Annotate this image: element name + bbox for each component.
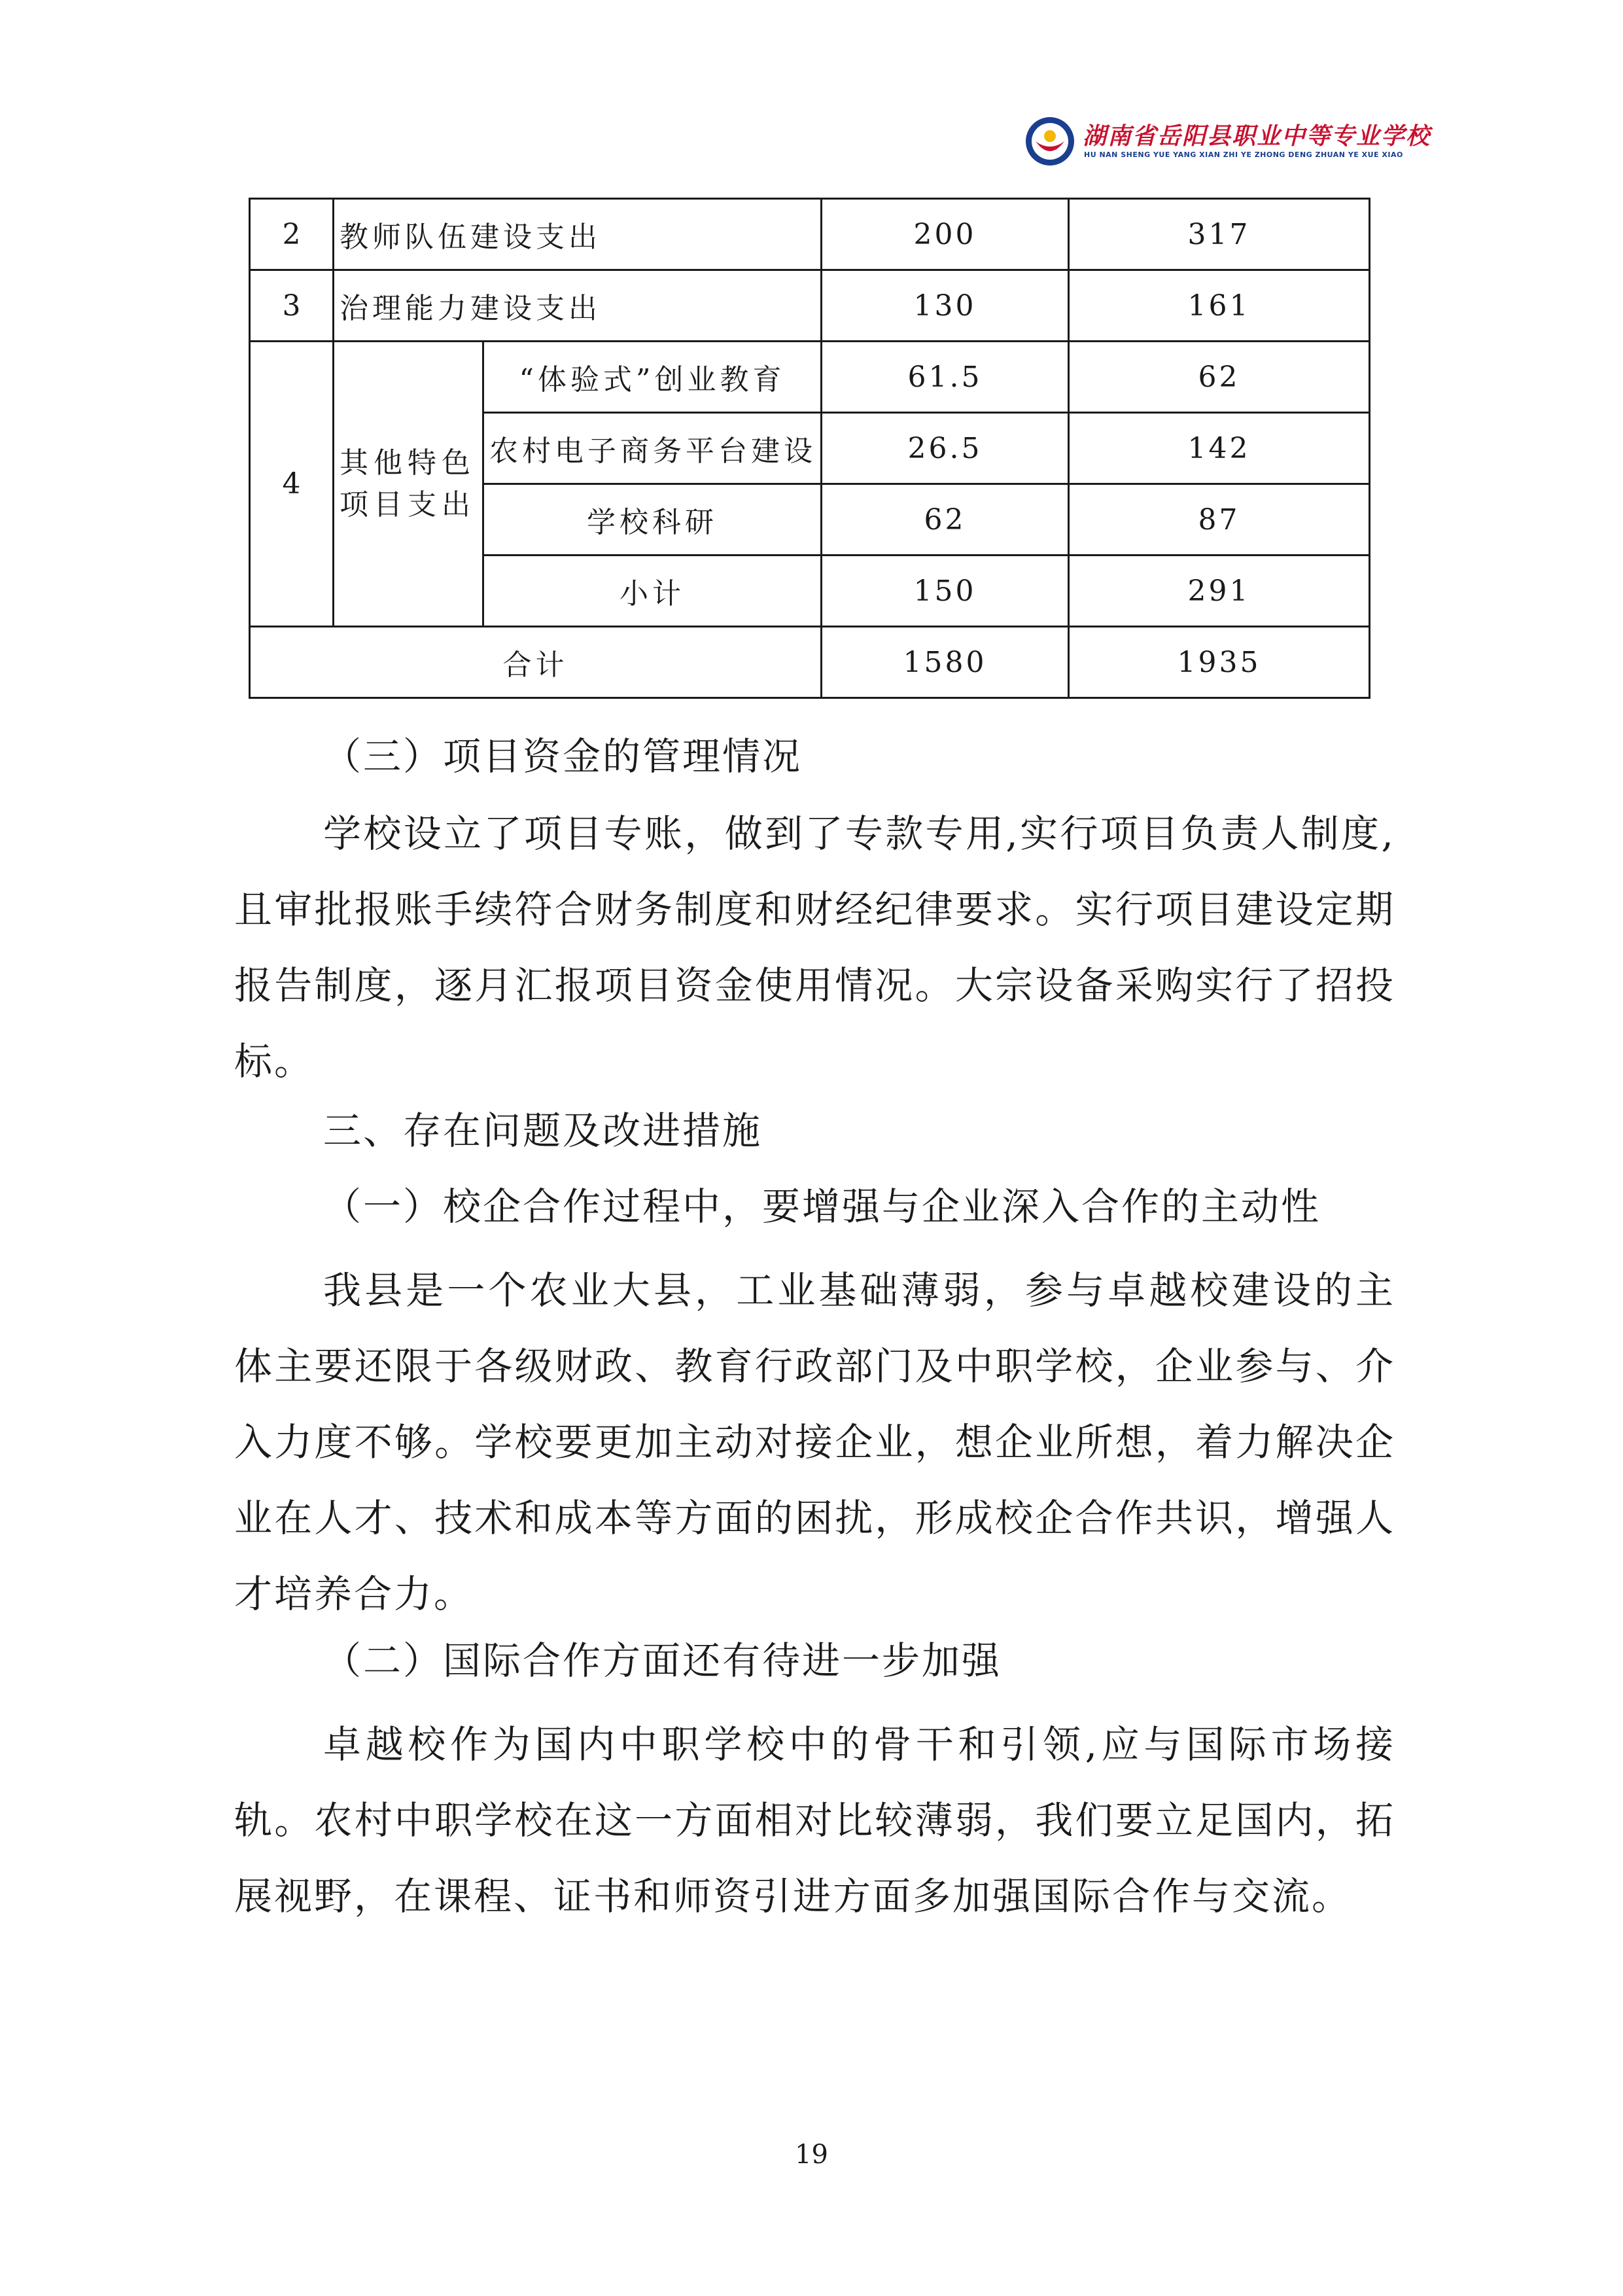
row-name: 治理能力建设支出	[334, 270, 822, 342]
budget-value: 130	[822, 270, 1069, 342]
sub-item-name: 学校科研	[483, 484, 822, 556]
group-name: 其他特色项目支出	[334, 342, 483, 627]
row-name: 教师队伍建设支出	[334, 199, 822, 270]
page-number: 19	[795, 2140, 828, 2170]
budget-value: 200	[822, 199, 1069, 270]
table-row	[250, 199, 1370, 270]
school-emblem-icon	[1024, 115, 1076, 168]
row-number: 3	[250, 270, 334, 342]
table-row	[250, 342, 1370, 413]
chapter-heading: 三、存在问题及改进措施	[323, 1108, 763, 1153]
subtotal-label: 小计	[483, 556, 822, 627]
actual-value: 62	[1069, 342, 1370, 413]
actual-total: 1935	[1069, 627, 1370, 698]
actual-value: 317	[1069, 199, 1370, 270]
actual-value: 87	[1069, 484, 1370, 556]
section-heading: （一）校企合作过程中，要增强与企业深入合作的主动性	[323, 1184, 1321, 1229]
table-row	[250, 627, 1370, 698]
school-name-pinyin: HU NAN SHENG YUE YANG XIAN ZHI YE ZHONG DENG ZHUAN YE XUE XIAO	[1084, 150, 1403, 159]
actual-value: 291	[1069, 556, 1370, 627]
actual-value: 161	[1069, 270, 1370, 342]
sub-item-name: “体验式”创业教育	[483, 342, 822, 413]
actual-value: 142	[1069, 413, 1370, 484]
budget-total: 1580	[822, 627, 1069, 698]
budget-value: 26.5	[822, 413, 1069, 484]
school-name: 湖南省岳阳县职业中等专业学校	[1083, 122, 1431, 150]
school-logo	[1024, 115, 1431, 168]
table-row	[250, 270, 1370, 342]
section-heading: （三）项目资金的管理情况	[323, 734, 803, 779]
budget-value: 61.5	[822, 342, 1069, 413]
row-number: 4	[250, 342, 334, 627]
funding-table	[249, 198, 1370, 699]
sub-item-name: 农村电子商务平台建设	[483, 413, 822, 484]
total-label: 合计	[250, 627, 822, 698]
paragraph: 我县是一个农业大县，工业基础薄弱，参与卓越校建设的主体主要还限于各级财政、教育行政部门及中职学校，企业参与、介入力度不够。学校要更加主动对接企业，想企业所想，着力解决企业在人才、技术和成本等方面的困扰，形成校企合作共识，增强人才培养合力。	[234, 1268, 1395, 1616]
paragraph: 学校设立了项目专账，做到了专款专用,实行项目负责人制度,且审批报账手续符合财务制度和财经纪律要求。实行项目建设定期报告制度，逐月汇报项目资金使用情况。大宗设备采购实行了招投标。	[234, 811, 1395, 1084]
budget-value: 150	[822, 556, 1069, 627]
paragraph: 卓越校作为国内中职学校中的骨干和引领,应与国际市场接轨。农村中职学校在这一方面相对比较薄弱，我们要立足国内，拓展视野，在课程、证书和师资引进方面多加强国际合作与交流。	[234, 1722, 1395, 1918]
row-number: 2	[250, 199, 334, 270]
budget-value: 62	[822, 484, 1069, 556]
section-heading: （二）国际合作方面还有待进一步加强	[323, 1638, 1002, 1683]
